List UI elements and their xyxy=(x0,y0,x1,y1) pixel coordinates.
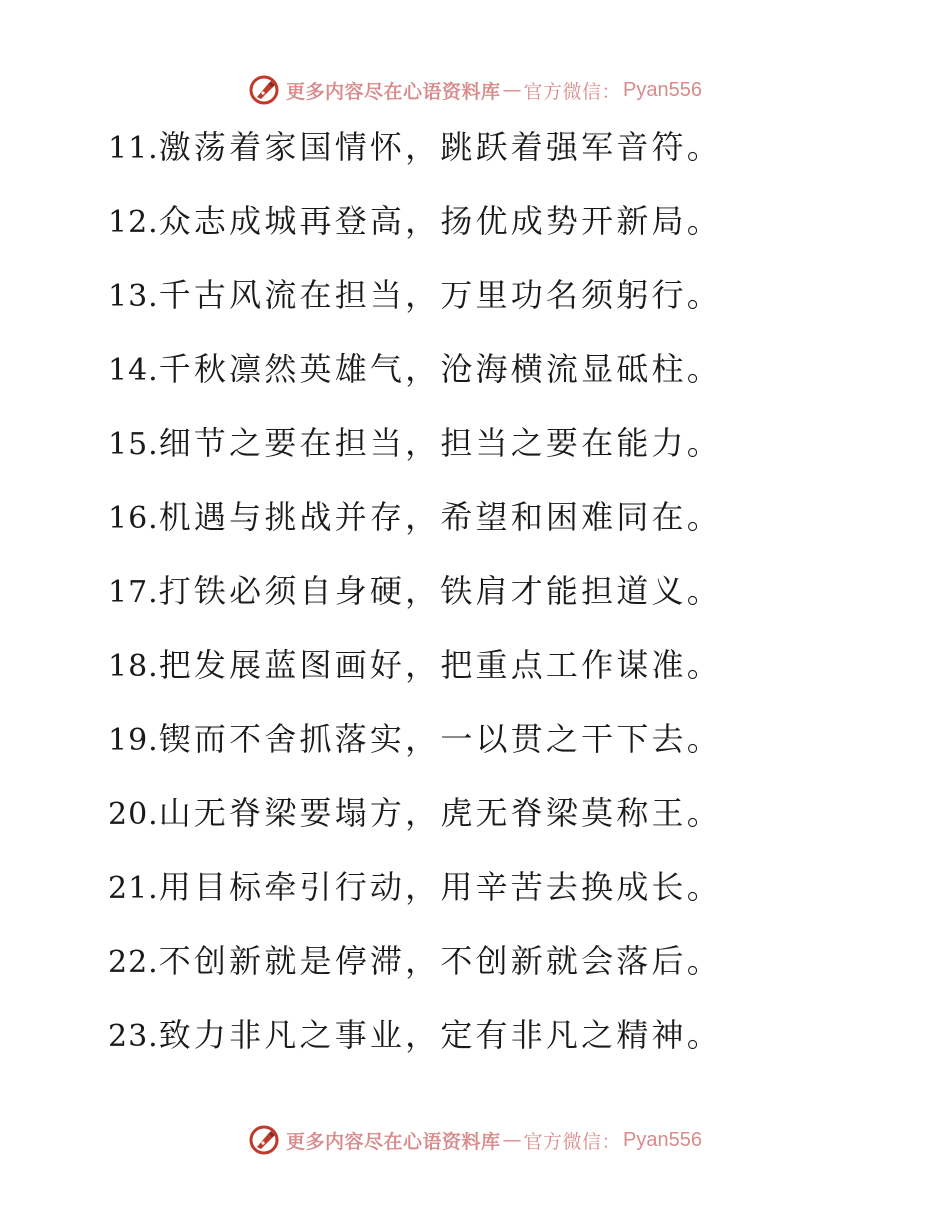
item-text: 不创新就是停滞，不创新就会落后。 xyxy=(158,942,722,980)
item-number: 21. xyxy=(108,871,159,906)
list-item xyxy=(108,342,908,416)
footer-banner xyxy=(0,1120,950,1160)
item-number: 20. xyxy=(108,797,159,832)
banner-wechat-id: Pyan556 xyxy=(623,1128,702,1151)
item-text: 激荡着家国情怀，跳跃着强军音符。 xyxy=(158,128,722,166)
slogan-list xyxy=(108,120,908,1082)
item-text: 机遇与挑战并存，希望和困难同在。 xyxy=(158,498,722,536)
item-number: 22. xyxy=(108,945,159,980)
list-item xyxy=(108,416,908,490)
item-number: 18. xyxy=(108,649,159,684)
banner-slogan: 更多内容尽在心语资料库 xyxy=(286,1130,501,1153)
item-text: 山无脊梁要塌方，虎无脊梁莫称王。 xyxy=(158,794,722,832)
item-text: 锲而不舍抓落实，一以贯之干下去。 xyxy=(158,720,722,758)
item-number: 14. xyxy=(108,353,159,388)
pen-nib-icon xyxy=(248,1124,280,1156)
list-item xyxy=(108,120,908,194)
banner-official-label: 官方微信： xyxy=(523,80,622,103)
list-item xyxy=(108,786,908,860)
list-item xyxy=(108,860,908,934)
item-text: 用目标牵引行动，用辛苦去换成长。 xyxy=(158,868,722,906)
item-text: 打铁必须自身硬，铁肩才能担道义。 xyxy=(158,572,722,610)
item-text: 致力非凡之事业，定有非凡之精神。 xyxy=(158,1016,722,1054)
item-number: 23. xyxy=(108,1019,159,1054)
item-text: 千古风流在担当，万里功名须躬行。 xyxy=(158,276,722,314)
banner-wechat-id: Pyan556 xyxy=(623,78,702,101)
item-number: 15. xyxy=(108,427,159,462)
item-number: 12. xyxy=(108,205,159,240)
list-item xyxy=(108,194,908,268)
list-item xyxy=(108,638,908,712)
item-number: 11. xyxy=(108,131,159,166)
item-text: 细节之要在担当，担当之要在能力。 xyxy=(158,424,722,462)
list-item xyxy=(108,490,908,564)
list-item xyxy=(108,268,908,342)
item-number: 13. xyxy=(108,279,159,314)
list-item xyxy=(108,564,908,638)
banner-dash: — xyxy=(502,79,522,101)
item-number: 19. xyxy=(108,723,159,758)
list-item xyxy=(108,712,908,786)
pen-nib-icon xyxy=(248,74,280,106)
banner-dash: — xyxy=(502,1129,522,1151)
item-number: 17. xyxy=(108,575,159,610)
header-banner xyxy=(0,70,950,110)
banner-official-label: 官方微信： xyxy=(523,1130,622,1153)
item-text: 千秋凛然英雄气，沧海横流显砥柱。 xyxy=(158,350,722,388)
item-text: 众志成城再登高，扬优成势开新局。 xyxy=(158,202,722,240)
item-text: 把发展蓝图画好，把重点工作谋准。 xyxy=(158,646,722,684)
banner-slogan: 更多内容尽在心语资料库 xyxy=(286,80,501,103)
item-number: 16. xyxy=(108,501,159,536)
list-item xyxy=(108,1008,908,1082)
list-item xyxy=(108,934,908,1008)
